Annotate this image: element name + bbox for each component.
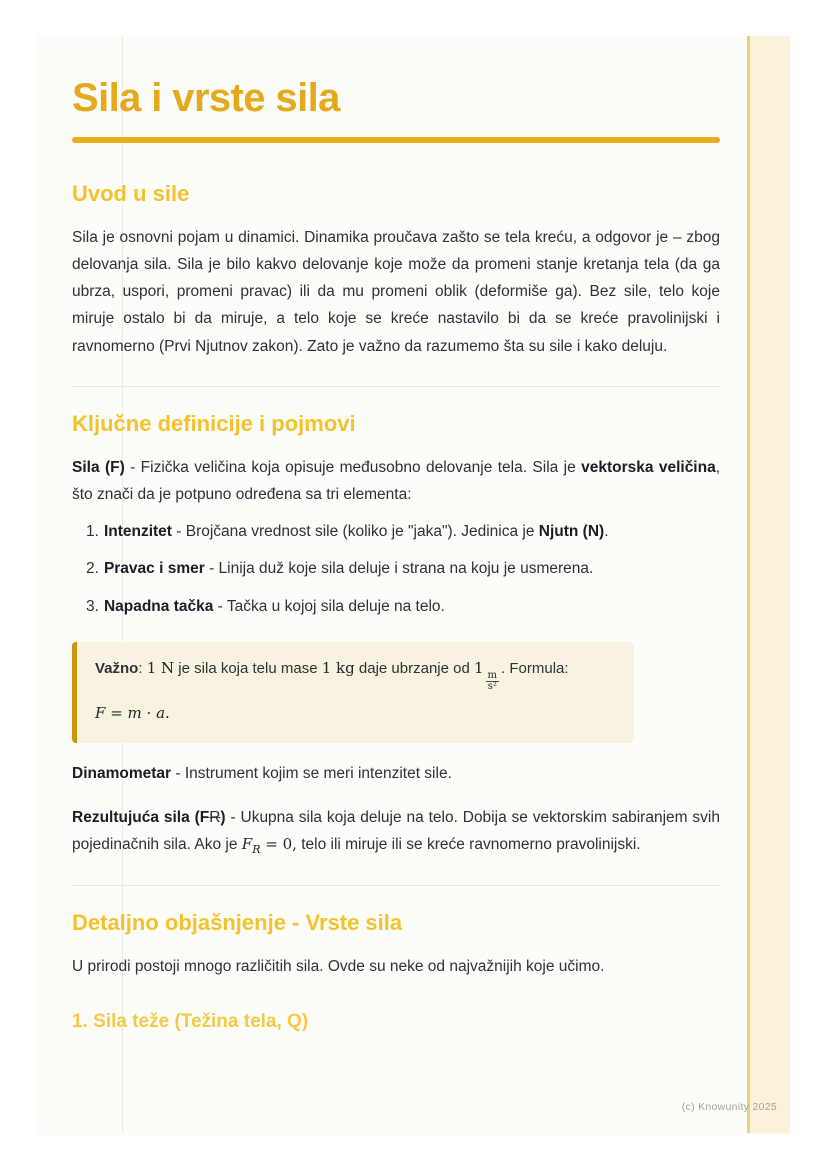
- rezultujuca-text-2: telo ili miruje ili se kreće ravnomerno pravolinijski.: [296, 835, 641, 853]
- formula-f-equals-ma: [95, 700, 614, 728]
- callout-text-3: . Formula:: [501, 659, 569, 677]
- list-item-text: - Linija duž koje sila deluje i strana na koju je usmerena.: [204, 560, 594, 578]
- definition-sila: [72, 454, 720, 508]
- dinamometar-text: - Instrument kojim se meri intenzitet sile.: [171, 764, 452, 782]
- vazno-callout-box: [72, 642, 634, 743]
- list-item-text-end: .: [604, 522, 609, 540]
- footer-credit: (c) Knowunity 2025: [681, 1101, 777, 1113]
- term-dinamometar: Dinamometar: [72, 764, 172, 782]
- math-equals-zero: = 0,: [260, 834, 297, 853]
- term-sila: Sila (F): [72, 458, 125, 476]
- formula-dot: ·: [141, 703, 157, 722]
- math-fr-equals-0: [241, 834, 297, 856]
- rezultujuca-text-1: - Ukupna sila koja deluje na telo. Dobija se vektorskim sabiranjem svih pojedinačnih sila. Ako je: [72, 808, 720, 853]
- list-item-text: - Brojčana vrednost sile (koliko je "jaka"). Jedinica je: [171, 522, 539, 540]
- definition-sila-text-2: , što znači da je potpuno određena sa tri elementa:: [72, 458, 721, 503]
- formula-period: .: [165, 703, 170, 722]
- term-subscript-R: R: [209, 808, 221, 826]
- document-content: [38, 36, 790, 1033]
- term-vektorska-velicina: vektorska veličina: [581, 458, 716, 476]
- list-number: 2.: [86, 560, 99, 578]
- definition-sila-text-1: - Fizička veličina koja opisuje međusobno delovanje tela. Sila je: [124, 458, 582, 476]
- math-1n: 1 N: [146, 658, 175, 677]
- formula-var-a: a: [156, 703, 166, 722]
- list-number: 1.: [86, 522, 99, 540]
- math-fraction-m-per-s2: [486, 671, 499, 693]
- term-napadna-tacka: Napadna tačka: [103, 597, 214, 615]
- section-divider-1: [72, 386, 720, 387]
- force-elements-list: [72, 519, 720, 620]
- term-pravac-i-smer: Pravac i smer: [103, 560, 205, 578]
- math-1: 1: [474, 658, 484, 677]
- heading-uvod-u-sile: Uvod u sile: [72, 181, 190, 206]
- section-divider-2: [72, 885, 720, 886]
- formula-var-F: F: [95, 703, 106, 722]
- list-item-napadna-tacka: [86, 594, 720, 620]
- fraction-denominator: s²: [487, 681, 497, 693]
- list-item-text: - Tačka u kojoj sila deluje na telo.: [213, 597, 445, 615]
- formula-equals: =: [105, 703, 128, 722]
- page-title: Sila i vrste sila: [72, 76, 340, 120]
- definition-dinamometar: [72, 760, 720, 787]
- term-rezultujuca-sila: Rezultujuća sila (F: [72, 808, 210, 826]
- types-intro-paragraph: U prirodi postoji mnogo različitih sila. Ovde su neke od najvažnijih koje učimo.: [72, 958, 605, 976]
- term-njutn: Njutn (N): [538, 522, 605, 540]
- callout-label: Važno: [95, 659, 139, 677]
- list-number: 3.: [86, 597, 99, 615]
- callout-text-1: je sila koja telu mase: [174, 659, 322, 677]
- math-var-F: F: [241, 834, 253, 853]
- callout-text-line: [95, 655, 614, 693]
- formula-var-m: m: [127, 703, 142, 722]
- list-item-intenzitet: [86, 519, 720, 545]
- heading-detaljno-objasnjenje: Detaljno objašnjenje - Vrste sila: [72, 910, 403, 936]
- math-sub-R: R: [252, 842, 261, 856]
- subheading-sila-teze: 1. Sila teže (Težina tela, Q): [72, 1011, 309, 1033]
- intro-paragraph: Sila je osnovni pojam u dinamici. Dinamika proučava zašto se tela kreću, a odgovor je – zbog delovanja sila. Sila je bilo kakvo delovanje koje može da promeni stanje kretanja tela (da ga ubrza, uspori, promeni pravac) ili da mu promeni oblik (deformiše ga). Bez sile, telo koje miruje ostalo bi da miruje, a telo koje se kreće nastavilo bi da se kreće pravolinijski i ravnomerno (Prvi Njutnov zakon). Zato je važno da razumemo šta su sile i kako deluju.: [72, 229, 720, 355]
- math-1kg: 1 kg: [321, 658, 355, 677]
- term-intenzitet: Intenzitet: [103, 522, 172, 540]
- definition-rezultujuca-sila: [72, 804, 720, 859]
- heading-kljucne-definicije: Ključne definicije i pojmovi: [72, 410, 356, 436]
- callout-colon: :: [138, 659, 147, 677]
- callout-text-2: daje ubrzanje od: [354, 659, 474, 677]
- term-rezultujuca-close: ): [220, 808, 226, 826]
- document-page: [38, 36, 790, 1133]
- fraction-numerator: m: [487, 669, 498, 681]
- list-item-pravac-i-smer: [86, 556, 720, 582]
- title-underline-bar: [72, 137, 720, 143]
